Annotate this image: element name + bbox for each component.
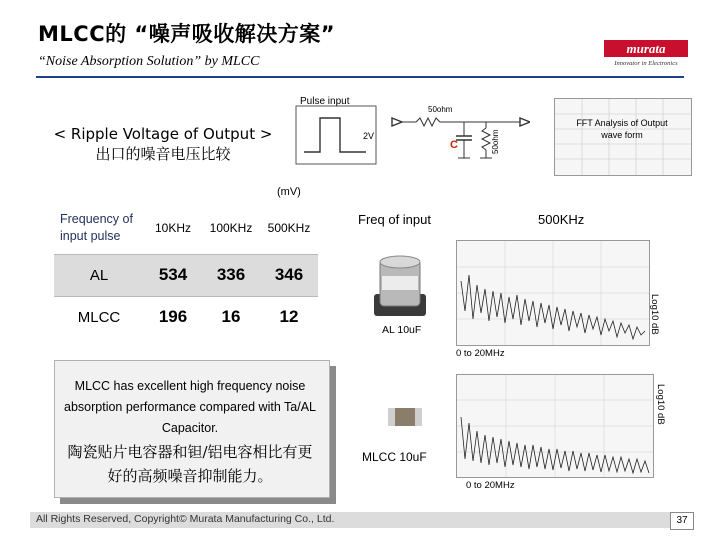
freq-input-value: 500KHz bbox=[538, 212, 585, 227]
al-y-axis-label: Log10 dB bbox=[649, 294, 660, 335]
pulse-input-label: Pulse input bbox=[300, 96, 350, 107]
table-header-cell: 500KHz bbox=[267, 220, 311, 235]
ripple-title-block bbox=[34, 124, 292, 164]
conclusion-text-en: MLCC has excellent high frequency noise absorption performance compared with Ta/AL Capacitor. bbox=[64, 379, 316, 435]
al-caption: AL 10uF bbox=[382, 324, 422, 336]
mlcc-caption: MLCC 10uF bbox=[362, 450, 427, 464]
table-cell: 196 bbox=[158, 307, 188, 327]
slide-title: MLCC的 “噪声吸收解决方案” bbox=[38, 22, 336, 46]
output-arrow bbox=[520, 118, 530, 126]
table-header-cell: 100KHz bbox=[209, 220, 253, 235]
load-resistor bbox=[482, 128, 490, 150]
mlcc-y-axis-label: Log10 dB bbox=[655, 384, 666, 425]
row-label: AL bbox=[89, 266, 109, 284]
fft-label: FFT Analysis of Output wave form bbox=[576, 118, 668, 140]
table-cell: 12 bbox=[279, 307, 299, 327]
signal-arrow bbox=[392, 118, 402, 126]
mlcc-spectrum-plot bbox=[456, 374, 654, 478]
table-row bbox=[54, 296, 318, 338]
al-range-label: 0 to 20MHz bbox=[456, 348, 505, 359]
table-header-row bbox=[54, 202, 318, 254]
series-resistor bbox=[416, 118, 440, 126]
title-rule bbox=[36, 76, 684, 78]
table-header-cell: 10KHz bbox=[154, 220, 192, 235]
table-cell: 16 bbox=[221, 307, 241, 327]
murata-logo bbox=[604, 38, 688, 66]
row-label: MLCC bbox=[77, 308, 121, 326]
mlcc-chip-image bbox=[386, 404, 424, 430]
al-spectrum-plot bbox=[456, 240, 650, 346]
capacitor-label: C bbox=[450, 139, 458, 151]
footer-copyright: All Rights Reserved, Copyright© Murata Manufacturing Co., Ltd. bbox=[36, 513, 335, 525]
table-cell: 346 bbox=[274, 265, 304, 284]
al-capacitor-image bbox=[368, 254, 432, 320]
ripple-title: < Ripple Voltage of Output > bbox=[53, 125, 273, 143]
ripple-title-cn: 出口的噪音电压比较 bbox=[95, 145, 231, 163]
table-header-cell: Frequency of input pulse bbox=[60, 211, 133, 243]
table-cell: 534 bbox=[158, 265, 188, 284]
logo-tagline: Innovator in Electronics bbox=[614, 60, 678, 66]
source-voltage: 2V bbox=[363, 131, 375, 141]
page-number: 37 bbox=[670, 512, 694, 530]
table-cell: 336 bbox=[216, 265, 246, 284]
logo-wordmark: murata bbox=[626, 41, 666, 56]
table-row bbox=[54, 254, 318, 296]
slide-subtitle: “Noise Absorption Solution” by MLCC bbox=[38, 54, 260, 69]
unit-label: (mV) bbox=[277, 186, 301, 198]
ripple-voltage-table bbox=[54, 202, 318, 338]
series-resistor-label: 50ohm bbox=[428, 105, 453, 114]
freq-input-label: Freq of input bbox=[358, 212, 431, 227]
mlcc-range-label: 0 to 20MHz bbox=[466, 480, 515, 491]
load-resistor-label: 50ohm bbox=[491, 129, 500, 154]
conclusion-text-cn: 陶瓷贴片电容器和钽/铝电容相比有更好的高频噪音抑制能力。 bbox=[67, 443, 313, 485]
